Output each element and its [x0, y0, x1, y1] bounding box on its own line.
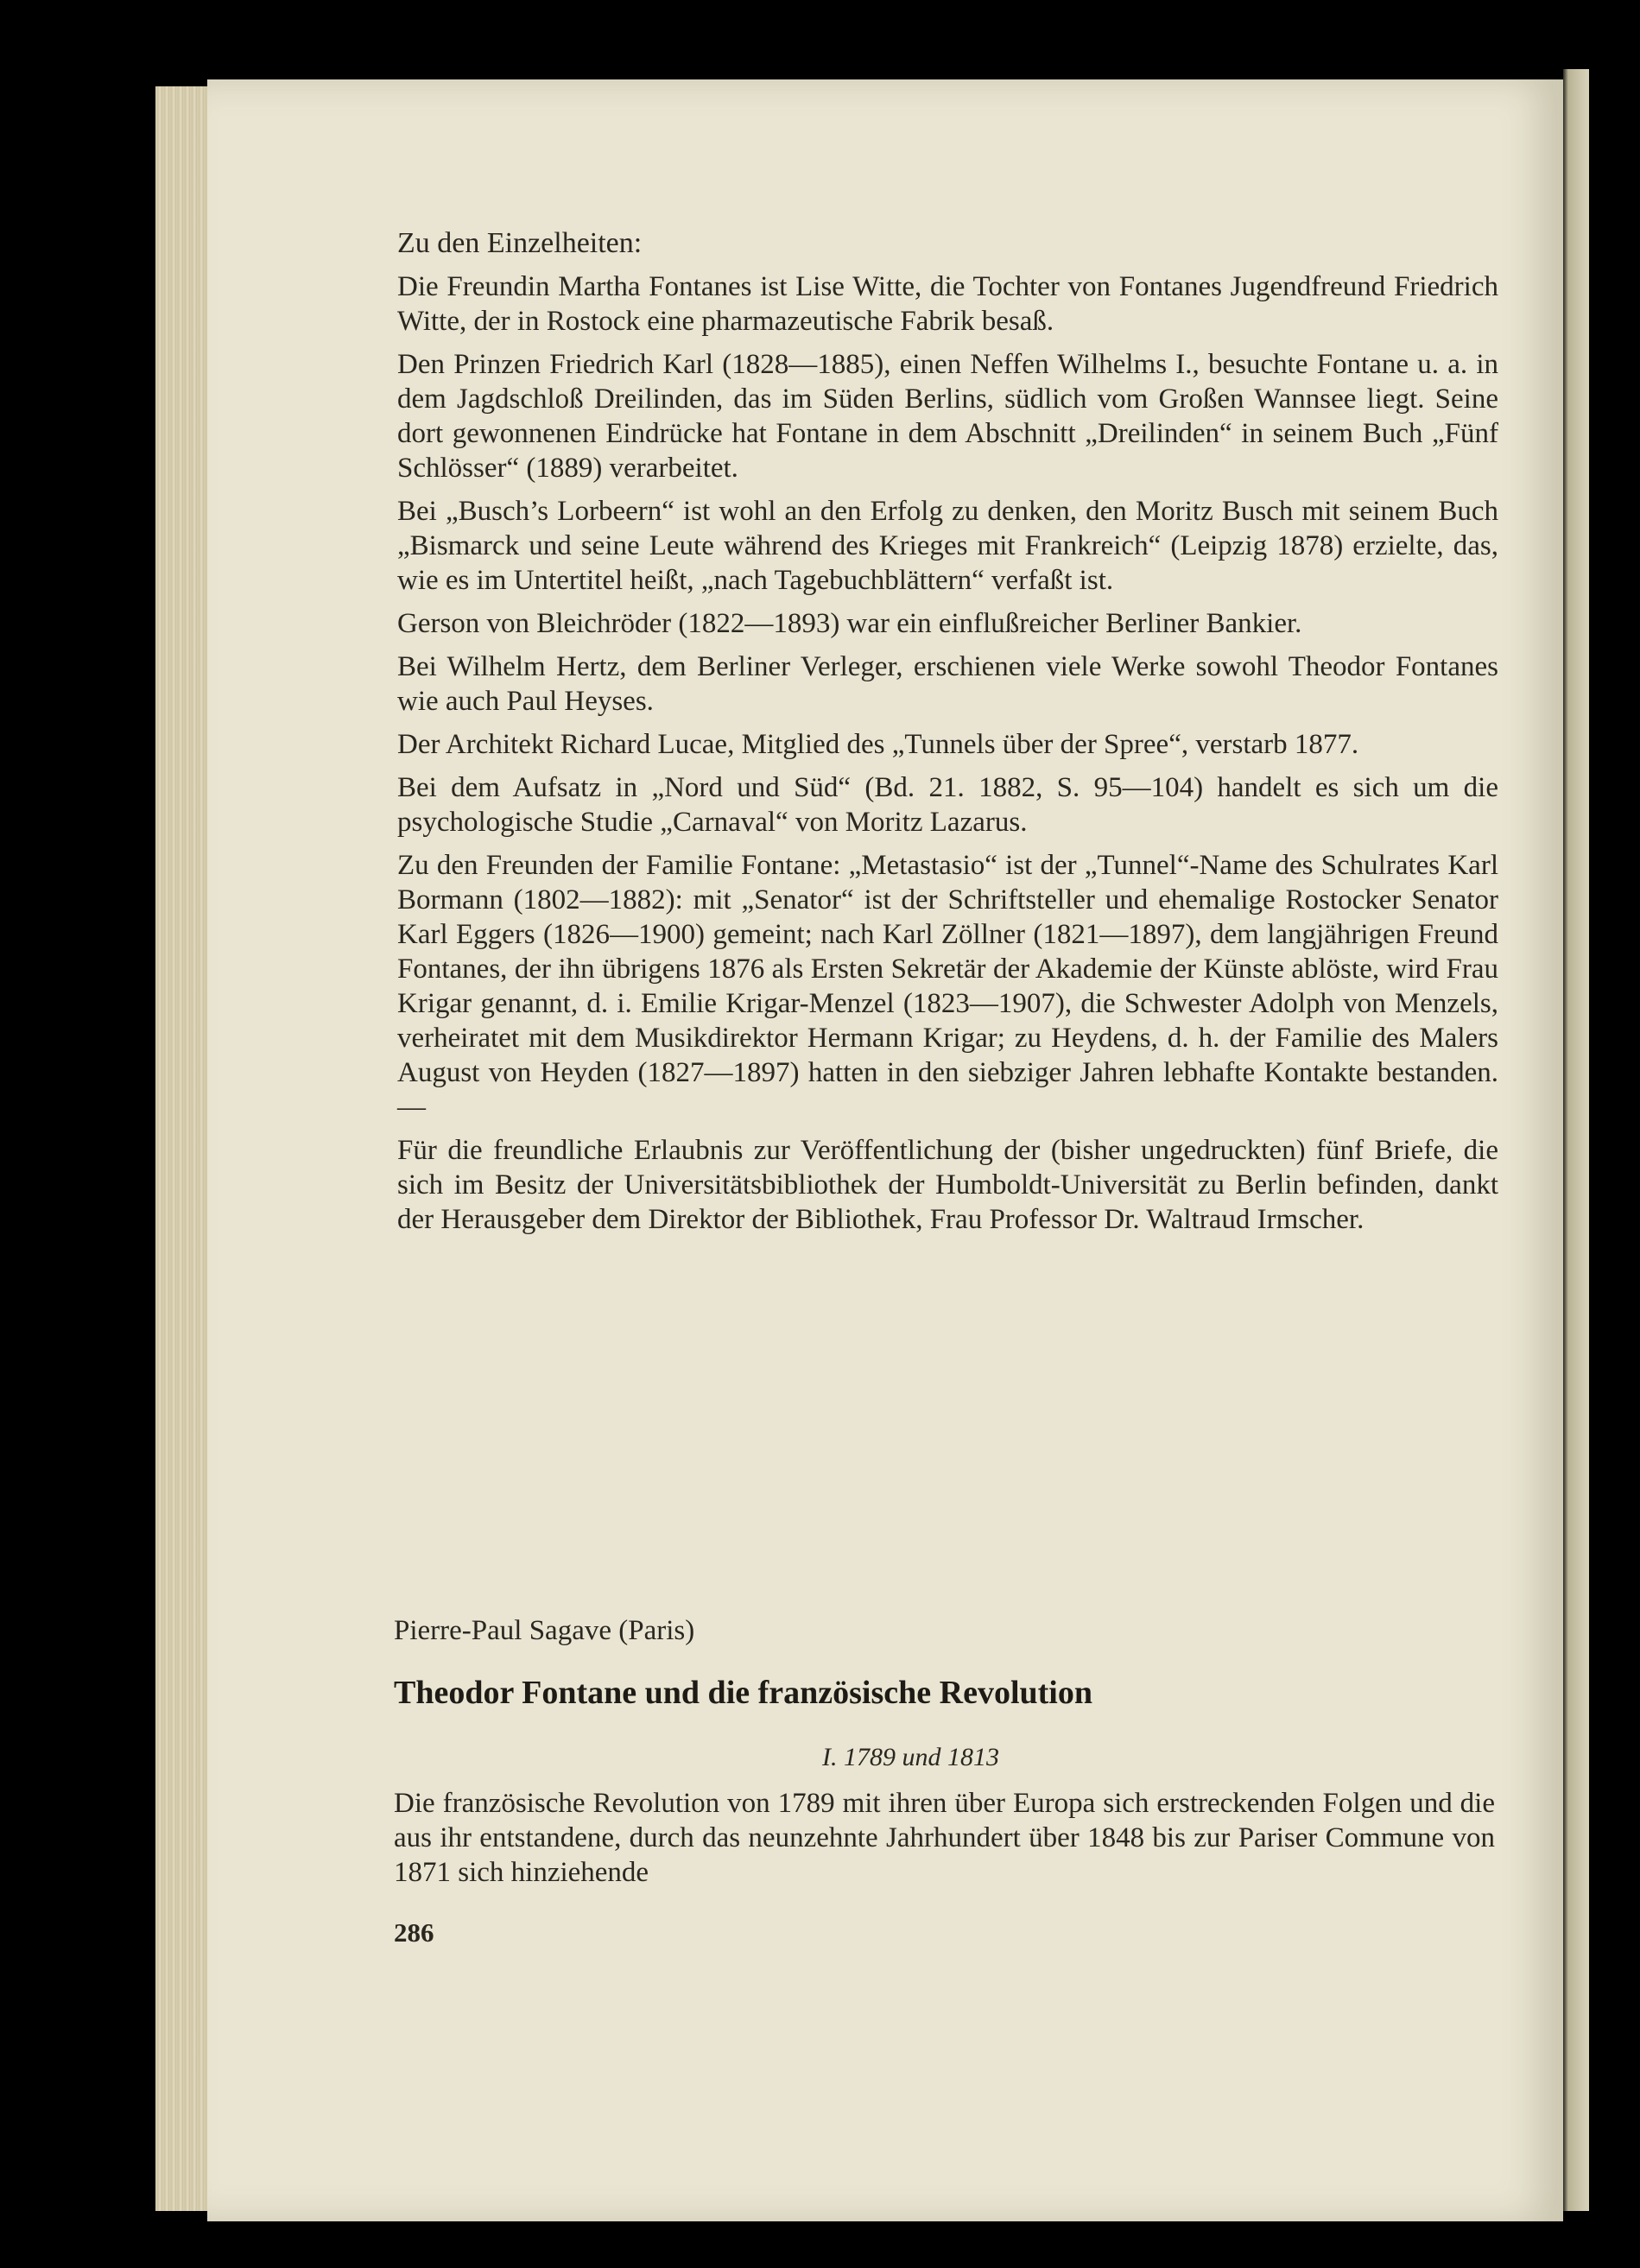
note-paragraph-6: Der Architekt Richard Lucae, Mitglied des „Tunnels über der Spree“, verstarb 1877. — [397, 729, 1359, 760]
note-paragraph-3: Bei „Busch’s Lorbeern“ ist wohl an den Erfolg zu denken, den Moritz Busch mit seinem Buch „Bismarck und seine Leute während des Krieges mit Frankreich“ (Leipzig 1878) erzielte, das, wie es im Untertitel heißt, „nach Tagebuchblättern“ verfaßt ist. — [397, 496, 1498, 596]
note-paragraph-8: Zu den Freunden der Familie Fontane: „Metastasio“ ist der „Tunnel“-Name des Schulrates Karl Bormann (1802—1882): mit „Senator“ ist der Schriftsteller und ehemalige Rostocker Senator Karl Eggers (1826—1900) gemeint; nach Karl Zöllner (1821—1897), dem langjährigen Freund Fontanes, der ihn übrigens 1876 als Ersten Sekretär der Akademie der Künste ablöste, wird Frau Krigar genannt, d. i. Emilie Krigar-Menzel (1823—1907), die Schwester Adolph von Menzels, verheiratet mit dem Musikdirektor Hermann Krigar; zu Heydens, d. h. der Familie des Malers August von Heyden (1827—1897) hatten in den siebziger Jahren lebhafte Kontakte bestanden. — — [397, 850, 1498, 1123]
notes-section — [397, 226, 1498, 1245]
note-paragraph-2: Den Prinzen Friedrich Karl (1828—1885), einen Neffen Wilhelms I., besuchte Fontane u. a. in dem Jagdschloß Dreilinden, das im Süden Berlins, südlich vom Großen Wannsee liegt. Seine dort gewonnenen Eindrücke hat Fontane in dem Abschnitt „Dreilinden“ in seinem Buch „Fünf Schlösser“ (1889) verarbeitet. — [397, 349, 1498, 484]
notes-heading: Zu den Einzelheiten: — [397, 227, 643, 259]
note-paragraph-5: Bei Wilhelm Hertz, dem Berliner Verleger, erschienen viele Werke sowohl Theodor Fontanes wie auch Paul Heyses. — [397, 651, 1498, 717]
article-author: Pierre-Paul Sagave (Paris) — [394, 1615, 695, 1646]
section-heading: I. 1789 und 1813 — [822, 1743, 999, 1771]
adjacent-page-edge — [1563, 69, 1589, 2211]
note-paragraph-9: Für die freundliche Erlaubnis zur Veröffentlichung der (bisher ungedruckten) fünf Briefe, die sich im Besitz der Universitätsbibliothek der Humboldt-Universität zu Berlin befinden, dankt der Herausgeber dem Direktor der Bibliothek, Frau Professor Dr. Waltraud Irmscher. — [397, 1135, 1498, 1235]
page-number: 286 — [394, 1917, 434, 1948]
article-title: Theodor Fontane und die französische Revolution — [394, 1675, 1092, 1711]
note-paragraph-1: Die Freundin Martha Fontanes ist Lise Witte, die Tochter von Fontanes Jugendfreund Friedrich Witte, der in Rostock eine pharmazeutische Fabrik besaß. — [397, 271, 1498, 337]
note-paragraph-7: Bei dem Aufsatz in „Nord und Süd“ (Bd. 21. 1882, S. 95—104) handelt es sich um die psychologische Studie „Carnaval“ von Moritz Lazarus. — [397, 772, 1498, 838]
article-body: Die französische Revolution von 1789 mit ihren über Europa sich erstreckenden Folgen und die aus ihr entstandene, durch das neunzehnte Jahrhundert über 1848 bis zur Pariser Commune von 1871 sich hinziehende — [394, 1788, 1495, 1888]
note-paragraph-4: Gerson von Bleichröder (1822—1893) war ein einflußreicher Berliner Bankier. — [397, 608, 1302, 639]
